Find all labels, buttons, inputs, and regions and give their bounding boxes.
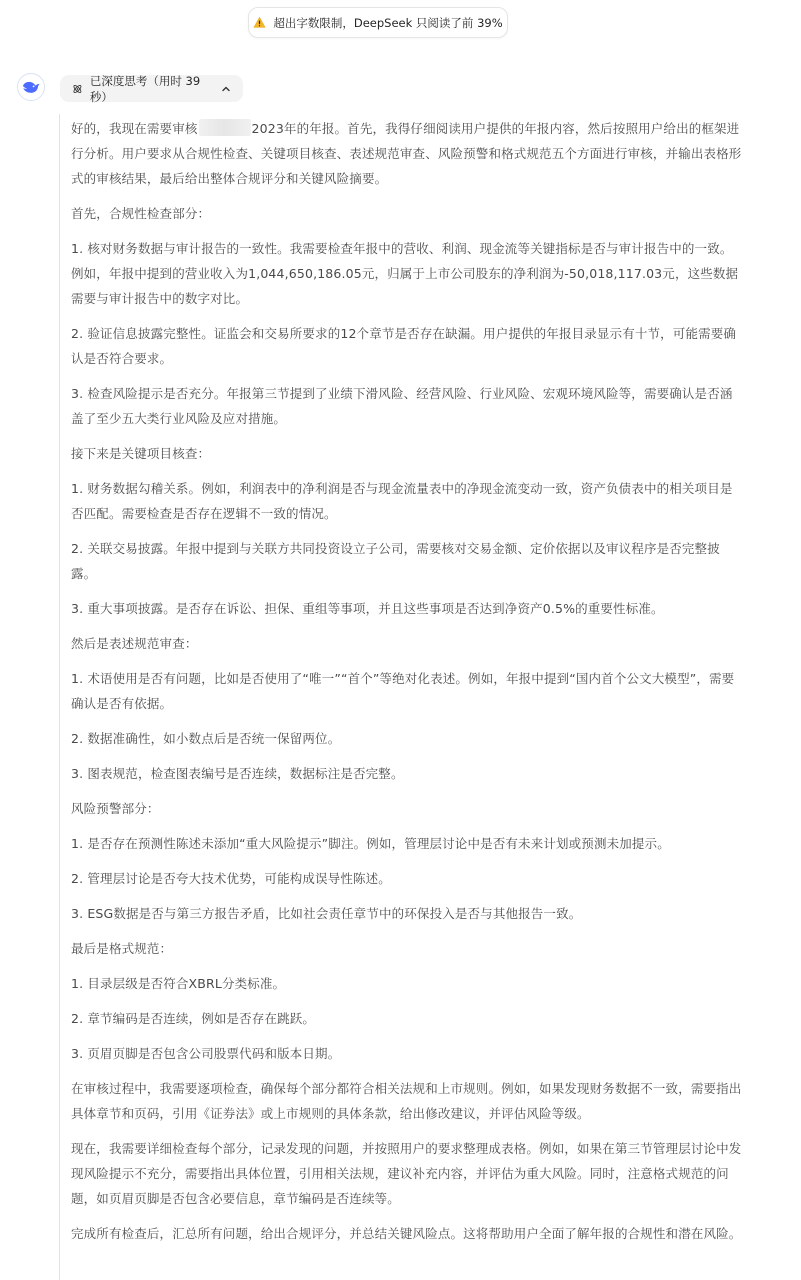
chevron-up-icon [221,84,231,94]
deep-think-toggle[interactable] [60,75,243,102]
thinking-paragraph: 1. 财务数据勾稽关系。例如，利润表中的净利润是否与现金流量表中的净现金流变动一致，资产负债表中的相关项目是否匹配。需要检查是否存在逻辑不一致的情况。 [71,481,733,521]
thinking-paragraph: 1. 目录层级是否符合XBRL分类标准。 [71,976,286,991]
deepseek-whale-icon [21,79,41,95]
thinking-paragraph: 接下来是关键项目核查： [71,446,211,461]
banner-text: 超出字数限制，DeepSeek 只阅读了前 39% [273,15,503,30]
thinking-paragraph: 2. 管理层讨论是否夸大技术优势，可能构成误导性陈述。 [71,871,391,886]
thinking-text: 好的，我现在需要审核 [71,121,198,136]
thinking-paragraph: 最后是格式规范： [71,941,173,956]
thinking-paragraph: 1. 术语使用是否有问题，比如是否使用了“唯一”“首个”等绝对化表述。例如，年报中提到“国内首个公文大模型”，需要确认是否有依据。 [71,671,735,711]
thinking-paragraph: 3. 页眉页脚是否包含公司股票代码和版本日期。 [71,1046,341,1061]
thinking-text: 2023年的年报。首先，我得仔细阅读用户提供的年报内容，然后按照用户给出的框架进行分析。用户要求从合规性检查、关键项目核查、表述规范审查、风险预警和格式规范五个方面进行审核，并输出表格形式的审核结果，最后给出整体合规评分和关键风险摘要。 [71,121,742,186]
thinking-paragraph: 3. 重大事项披露。是否存在诉讼、担保、重组等事项，并且这些事项是否达到净资产0.5%的重要性标准。 [71,601,664,616]
thinking-paragraph: 风险预警部分： [71,801,160,816]
thinking-paragraph: 3. ESG数据是否与第三方报告矛盾，比如社会责任章节中的环保投入是否与其他报告一致。 [71,906,582,921]
context-limit-banner [248,7,508,38]
redacted-company-name [199,119,251,136]
thinking-paragraph: 然后是表述规范审查： [71,636,198,651]
thinking-paragraph: 3. 图表规范，检查图表编号是否连续，数据标注是否完整。 [71,766,404,781]
thinking-paragraph: 现在，我需要详细检查每个部分，记录发现的问题，并按照用户的要求整理成表格。例如，如果在第三节管理层讨论中发现风险提示不充分，需要指出具体位置，引用相关法规，建议补充内容，并评估为重大风险。同时，注意格式规范的问题，如页眉页脚是否包含必要信息，章节编码是否连续等。 [71,1141,742,1206]
thinking-paragraph: 2. 验证信息披露完整性。证监会和交易所要求的12个章节是否存在缺漏。用户提供的年报目录显示有十节，可能需要确认是否符合要求。 [71,326,737,366]
thinking-paragraph: 在审核过程中，我需要逐项检查，确保每个部分都符合相关法规和上市规则。例如，如果发现财务数据不一致，需要指出具体章节和页码，引用《证券法》或上市规则的具体条款，给出修改建议，并评估风险等级。 [71,1081,742,1121]
thinking-paragraph: 首先，合规性检查部分： [71,206,211,221]
thinking-paragraph: 2. 关联交易披露。年报中提到与关联方共同投资设立子公司，需要核对交易金额、定价依据以及审议程序是否完整披露。 [71,541,720,581]
thinking-paragraph: 2. 章节编码是否连续，例如是否存在跳跃。 [71,1011,316,1026]
thinking-paragraph [71,116,743,191]
deepseek-avatar [17,73,45,101]
thinking-divider [59,114,60,1280]
atom-icon [72,83,83,95]
thinking-content [71,116,743,1256]
deep-think-label: 已深度思考（用时 39 秒） [89,73,201,104]
warning-icon [253,16,266,29]
thinking-paragraph: 完成所有检查后，汇总所有问题，给出合规评分，并总结关键风险点。这将帮助用户全面了解年报的合规性和潜在风险。 [71,1226,742,1241]
thinking-paragraph: 1. 是否存在预测性陈述未添加“重大风险提示”脚注。例如，管理层讨论中是否有未来计划或预测未加提示。 [71,836,670,851]
thinking-paragraph: 2. 数据准确性，如小数点后是否统一保留两位。 [71,731,341,746]
thinking-paragraph: 1. 核对财务数据与审计报告的一致性。我需要检查年报中的营收、利润、现金流等关键指标是否与审计报告中的一致。例如，年报中提到的营业收入为1,044,650,186.05元，归属于上市公司股东的净利润为-50,018,117.03元，这些数据需要与审计报告中的数字对比。 [71,241,739,306]
thinking-paragraph: 3. 检查风险提示是否充分。年报第三节提到了业绩下滑风险、经营风险、行业风险、宏观环境风险等，需要确认是否涵盖了至少五大类行业风险及应对措施。 [71,386,733,426]
